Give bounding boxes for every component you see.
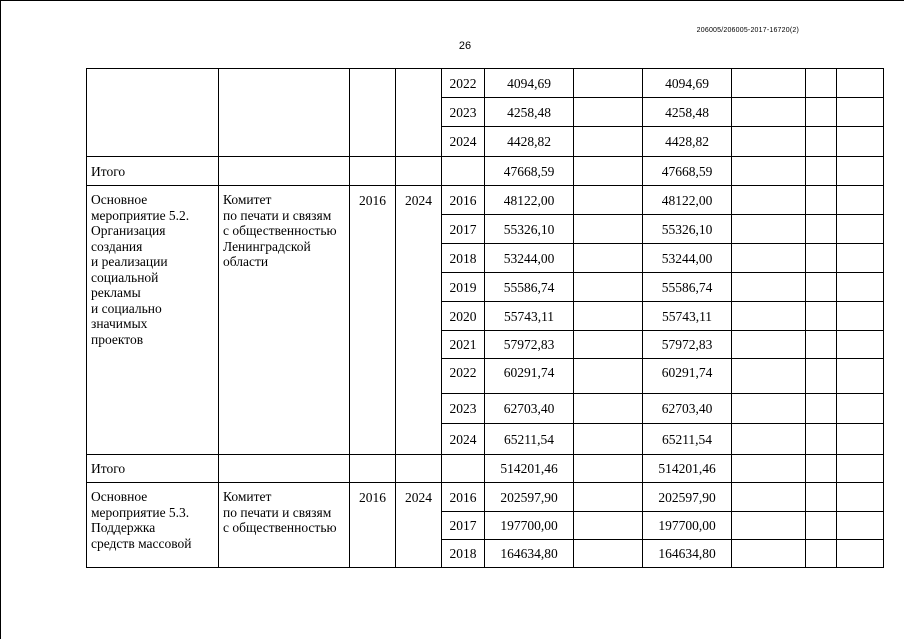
total-cell: 55743,11 bbox=[643, 302, 732, 331]
itogo-row bbox=[87, 157, 884, 186]
total-cell: 53244,00 bbox=[643, 244, 732, 273]
year-cell: 2017 bbox=[442, 215, 485, 244]
amount-cell: 53244,00 bbox=[485, 244, 574, 273]
total-cell: 4094,69 bbox=[643, 69, 732, 98]
amount-cell: 62703,40 bbox=[485, 394, 574, 424]
itogo-amount: 514201,46 bbox=[485, 455, 574, 483]
total-cell: 164634,80 bbox=[643, 540, 732, 568]
itogo-row bbox=[87, 455, 884, 483]
amount-cell: 57972,83 bbox=[485, 331, 574, 359]
year-cell: 2022 bbox=[442, 69, 485, 98]
itogo-total: 514201,46 bbox=[643, 455, 732, 483]
executor-5-2: Комитет по печати и связям с общественностью Ленинградской области bbox=[219, 186, 350, 455]
amount-cell: 4428,82 bbox=[485, 127, 574, 157]
total-cell: 55326,10 bbox=[643, 215, 732, 244]
year-cell: 2023 bbox=[442, 98, 485, 127]
year-cell: 2022 bbox=[442, 359, 485, 394]
measure-name-5-2: Основное мероприятие 5.2. Организация создания и реализации социальной рекламы и социально значимых проектов bbox=[87, 186, 219, 455]
year-cell: 2019 bbox=[442, 273, 485, 302]
start-year-5-3: 2016 bbox=[350, 483, 396, 568]
year-cell: 2017 bbox=[442, 512, 485, 540]
itogo-label: Итого bbox=[87, 455, 219, 483]
total-cell: 197700,00 bbox=[643, 512, 732, 540]
itogo-total: 47668,59 bbox=[643, 157, 732, 186]
total-cell: 202597,90 bbox=[643, 483, 732, 512]
amount-cell: 197700,00 bbox=[485, 512, 574, 540]
year-cell: 2018 bbox=[442, 244, 485, 273]
total-cell: 4258,48 bbox=[643, 98, 732, 127]
end-year-5-3: 2024 bbox=[396, 483, 442, 568]
amount-cell: 202597,90 bbox=[485, 483, 574, 512]
amount-cell: 4094,69 bbox=[485, 69, 574, 98]
total-cell: 62703,40 bbox=[643, 394, 732, 424]
document-id: 206005/206005-2017-16720(2) bbox=[696, 27, 799, 34]
table-row bbox=[87, 69, 884, 98]
amount-cell: 55586,74 bbox=[485, 273, 574, 302]
budget-table bbox=[86, 68, 884, 568]
amount-cell: 55326,10 bbox=[485, 215, 574, 244]
total-cell: 60291,74 bbox=[643, 359, 732, 394]
total-cell: 57972,83 bbox=[643, 331, 732, 359]
year-cell: 2021 bbox=[442, 331, 485, 359]
itogo-amount: 47668,59 bbox=[485, 157, 574, 186]
amount-cell: 55743,11 bbox=[485, 302, 574, 331]
table-row bbox=[87, 186, 884, 215]
amount-cell: 60291,74 bbox=[485, 359, 574, 394]
total-cell: 55586,74 bbox=[643, 273, 732, 302]
amount-cell: 4258,48 bbox=[485, 98, 574, 127]
total-cell: 65211,54 bbox=[643, 424, 732, 455]
year-cell: 2024 bbox=[442, 127, 485, 157]
total-cell: 4428,82 bbox=[643, 127, 732, 157]
year-cell: 2016 bbox=[442, 186, 485, 215]
executor-5-3: Комитет по печати и связям с общественностью bbox=[219, 483, 350, 568]
page-number: 26 bbox=[458, 40, 472, 52]
itogo-label: Итого bbox=[87, 157, 219, 186]
measure-name-5-3: Основное мероприятие 5.3. Поддержка средств массовой bbox=[87, 483, 219, 568]
amount-cell: 65211,54 bbox=[485, 424, 574, 455]
amount-cell: 48122,00 bbox=[485, 186, 574, 215]
year-cell: 2024 bbox=[442, 424, 485, 455]
table-row bbox=[87, 483, 884, 512]
end-year-5-2: 2024 bbox=[396, 186, 442, 455]
amount-cell: 164634,80 bbox=[485, 540, 574, 568]
start-year-5-2: 2016 bbox=[350, 186, 396, 455]
year-cell: 2023 bbox=[442, 394, 485, 424]
year-cell: 2020 bbox=[442, 302, 485, 331]
year-cell: 2016 bbox=[442, 483, 485, 512]
total-cell: 48122,00 bbox=[643, 186, 732, 215]
year-cell: 2018 bbox=[442, 540, 485, 568]
